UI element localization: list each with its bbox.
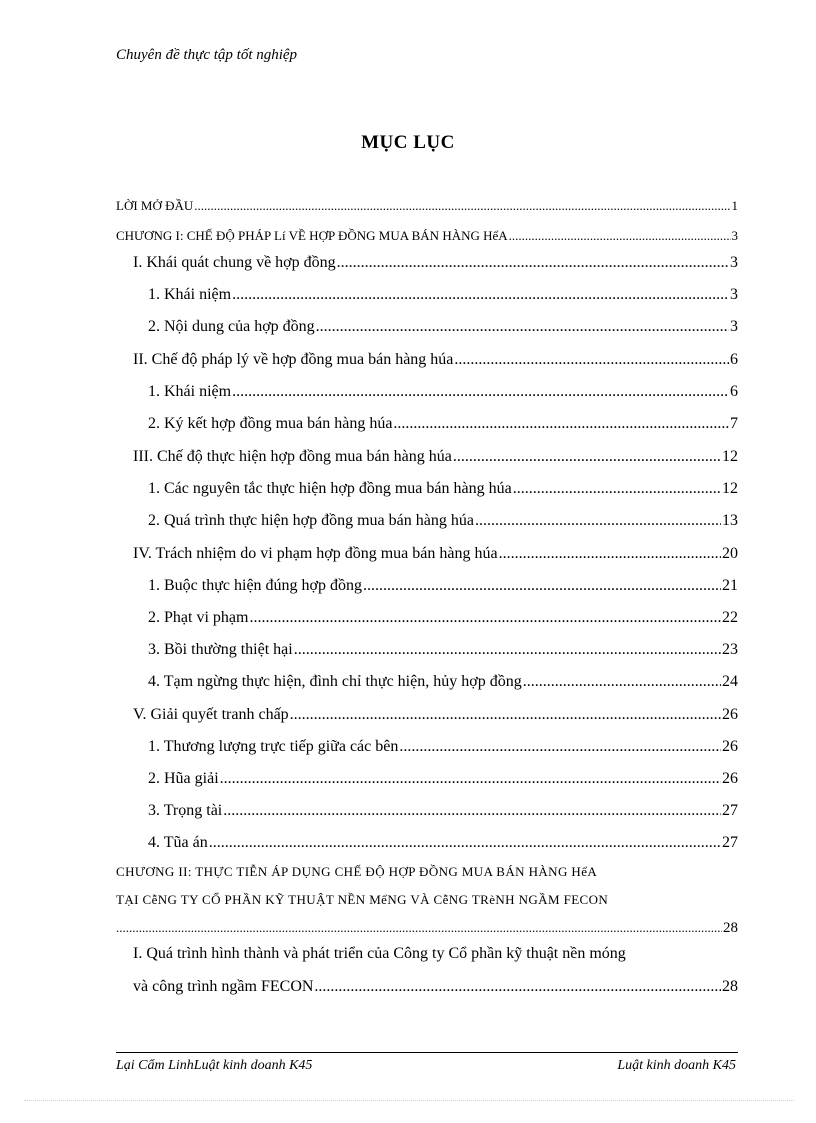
toc-leader-dots [290,706,721,724]
toc-entry-label: 2. Quá trình thực hiện hợp đồng mua bán hàng húa [148,512,474,529]
toc-leader-dots [453,448,721,466]
toc-chapter-2-leader-line [116,920,738,937]
toc-entry-label: 1. Buộc thực hiện đúng hợp đồng [148,577,362,594]
toc-leader-dots [314,978,721,996]
toc-entry-label: 2. Hũa giải [148,770,219,787]
toc-leader-dots [232,286,729,304]
toc-entry[interactable] [116,318,738,336]
toc-entry-label: 4. Tạm ngừng thực hiện, đình chỉ thực hiện, hủy hợp đồng [148,673,522,690]
toc-entry-intro[interactable] [116,198,738,214]
toc-page-number: 7 [730,415,738,432]
toc-entry-label: 2. Nội dung của hợp đồng [148,318,315,335]
toc-entry-label: III. Chế độ thực hiện hợp đồng mua bán hàng húa [133,448,452,465]
toc-leader-dots [499,545,721,563]
toc-entry-label: 3. Bồi thường thiệt hại [148,641,293,658]
toc-leader-dots [249,609,721,627]
toc-title: MỤC LỤC [361,132,455,153]
toc-leader-dots [316,318,729,336]
toc-leader-dots [232,383,729,401]
toc-leader-dots [509,228,731,244]
toc-entry[interactable] [116,641,738,659]
toc-entry[interactable] [116,802,738,820]
toc-page-number: 20 [722,545,738,562]
toc-leader-dots [393,415,729,433]
toc-entry[interactable] [116,770,738,788]
toc-page-number: 22 [722,609,738,626]
toc-page-number: 6 [730,383,738,400]
toc-entry[interactable] [116,706,738,724]
toc-entry-label: LỜI MỞ ĐẦU [116,198,194,213]
toc-entry-label: 1. Khái niệm [148,383,232,400]
toc-leader-dots [337,254,729,272]
toc-leader-dots [220,770,721,788]
toc-page-number: 3 [730,286,738,303]
toc-entry[interactable] [116,834,738,852]
toc-entry-label: IV. Trách nhiệm do vi phạm hợp đồng mua bán hàng húa [133,545,498,562]
toc-entry-label: 2. Ký kết hợp đồng mua bán hàng húa [148,415,393,432]
toc-page-number: 3 [730,318,738,335]
toc-entry[interactable] [116,254,738,272]
toc-entry-label: và công trình ngầm FECON [133,978,314,995]
toc-section-fecon-line-2 [116,978,738,996]
toc-entry-chapter-1[interactable] [116,228,738,244]
toc-leader-dots [363,577,721,595]
toc-leader-dots [475,512,721,530]
toc-entry-label: 2. Phạt vi phạm [148,609,249,626]
toc-entry[interactable] [116,673,738,691]
toc-page-number: 27 [722,802,738,819]
footer-course: Luật kinh doanh K45 [617,1058,736,1073]
toc-chapter-2-line-2: TẠI CễNG TY CỔ PHẦN KỸ THUẬT NỀN MểNG VÀ CễNG TRèNH NGẦM FECON [116,892,609,907]
toc-page-number: 12 [722,480,738,497]
toc-page-number: 26 [722,738,738,755]
toc-entry[interactable] [116,738,738,756]
toc-leader-dots [209,834,721,852]
toc-page-number: 3 [730,254,738,271]
toc-page-number: 24 [722,673,738,690]
toc-page-number: 28 [723,920,738,936]
toc-entry[interactable] [116,609,738,627]
toc-entry-label: 3. Trọng tài [148,802,223,819]
toc-leader-dots [523,673,721,691]
toc-leader-dots [116,920,722,936]
toc-entry-label: 1. Khái niệm [148,286,232,303]
toc-entry[interactable] [116,480,738,498]
footer-divider [116,1052,738,1053]
toc-leader-dots [399,738,721,756]
toc-leader-dots [223,802,721,820]
toc-entry[interactable] [116,577,738,595]
toc-entry[interactable] [116,512,738,530]
page-header-note: Chuyên đề thực tập tốt nghiệp [116,47,298,63]
toc-entry[interactable] [116,545,738,563]
toc-entry-label: V. Giải quyết tranh chấp [133,706,289,723]
page-bottom-edge [24,1100,794,1101]
toc-leader-dots [513,480,721,498]
toc-leader-dots [194,198,730,214]
footer-author: Lại Cẩm LinhLuật kinh doanh K45 [116,1058,313,1073]
toc-leader-dots [294,641,721,659]
toc-entry[interactable] [116,351,738,369]
toc-page-number: 21 [722,577,738,594]
toc-chapter-2-line-1: CHƯƠNG II: THỰC TIỄN ÁP DỤNG CHẾ ĐỘ HỢP ĐỒNG MUA BÁN HÀNG HểA [116,864,598,879]
toc-entry[interactable] [116,415,738,433]
toc-page-number: 3 [731,228,738,243]
toc-page-number: 6 [730,351,738,368]
toc-page-number: 1 [731,198,738,213]
toc-entry-label: 1. Các nguyên tắc thực hiện hợp đồng mua bán hàng húa [148,480,512,497]
toc-page-number: 13 [722,512,738,529]
toc-entry-label: I. Khái quát chung về hợp đồng [133,254,336,271]
toc-entry-label: CHƯƠNG I: CHẾ ĐỘ PHÁP Lí VỀ HỢP ĐỒNG MUA BÁN HÀNG HểA [116,228,508,243]
toc-entry[interactable] [116,286,738,304]
toc-page-number: 23 [722,641,738,658]
toc-page-number: 26 [722,770,738,787]
toc-page-number: 28 [722,978,738,995]
toc-page-number: 26 [722,706,738,723]
toc-page-number: 12 [722,448,738,465]
toc-section-fecon-line-1: I. Quá trình hình thành và phát triển của Công ty Cổ phần kỹ thuật nền móng [133,945,626,962]
toc-entry-label: 4. Tũa án [148,834,208,851]
toc-page-number: 27 [722,834,738,851]
toc-entry[interactable] [116,448,738,466]
toc-entry-label: 1. Thương lượng trực tiếp giữa các bên [148,738,399,755]
toc-entry-label: II. Chế độ pháp lý về hợp đồng mua bán hàng húa [133,351,454,368]
toc-leader-dots [454,351,729,369]
toc-entry[interactable] [116,383,738,401]
